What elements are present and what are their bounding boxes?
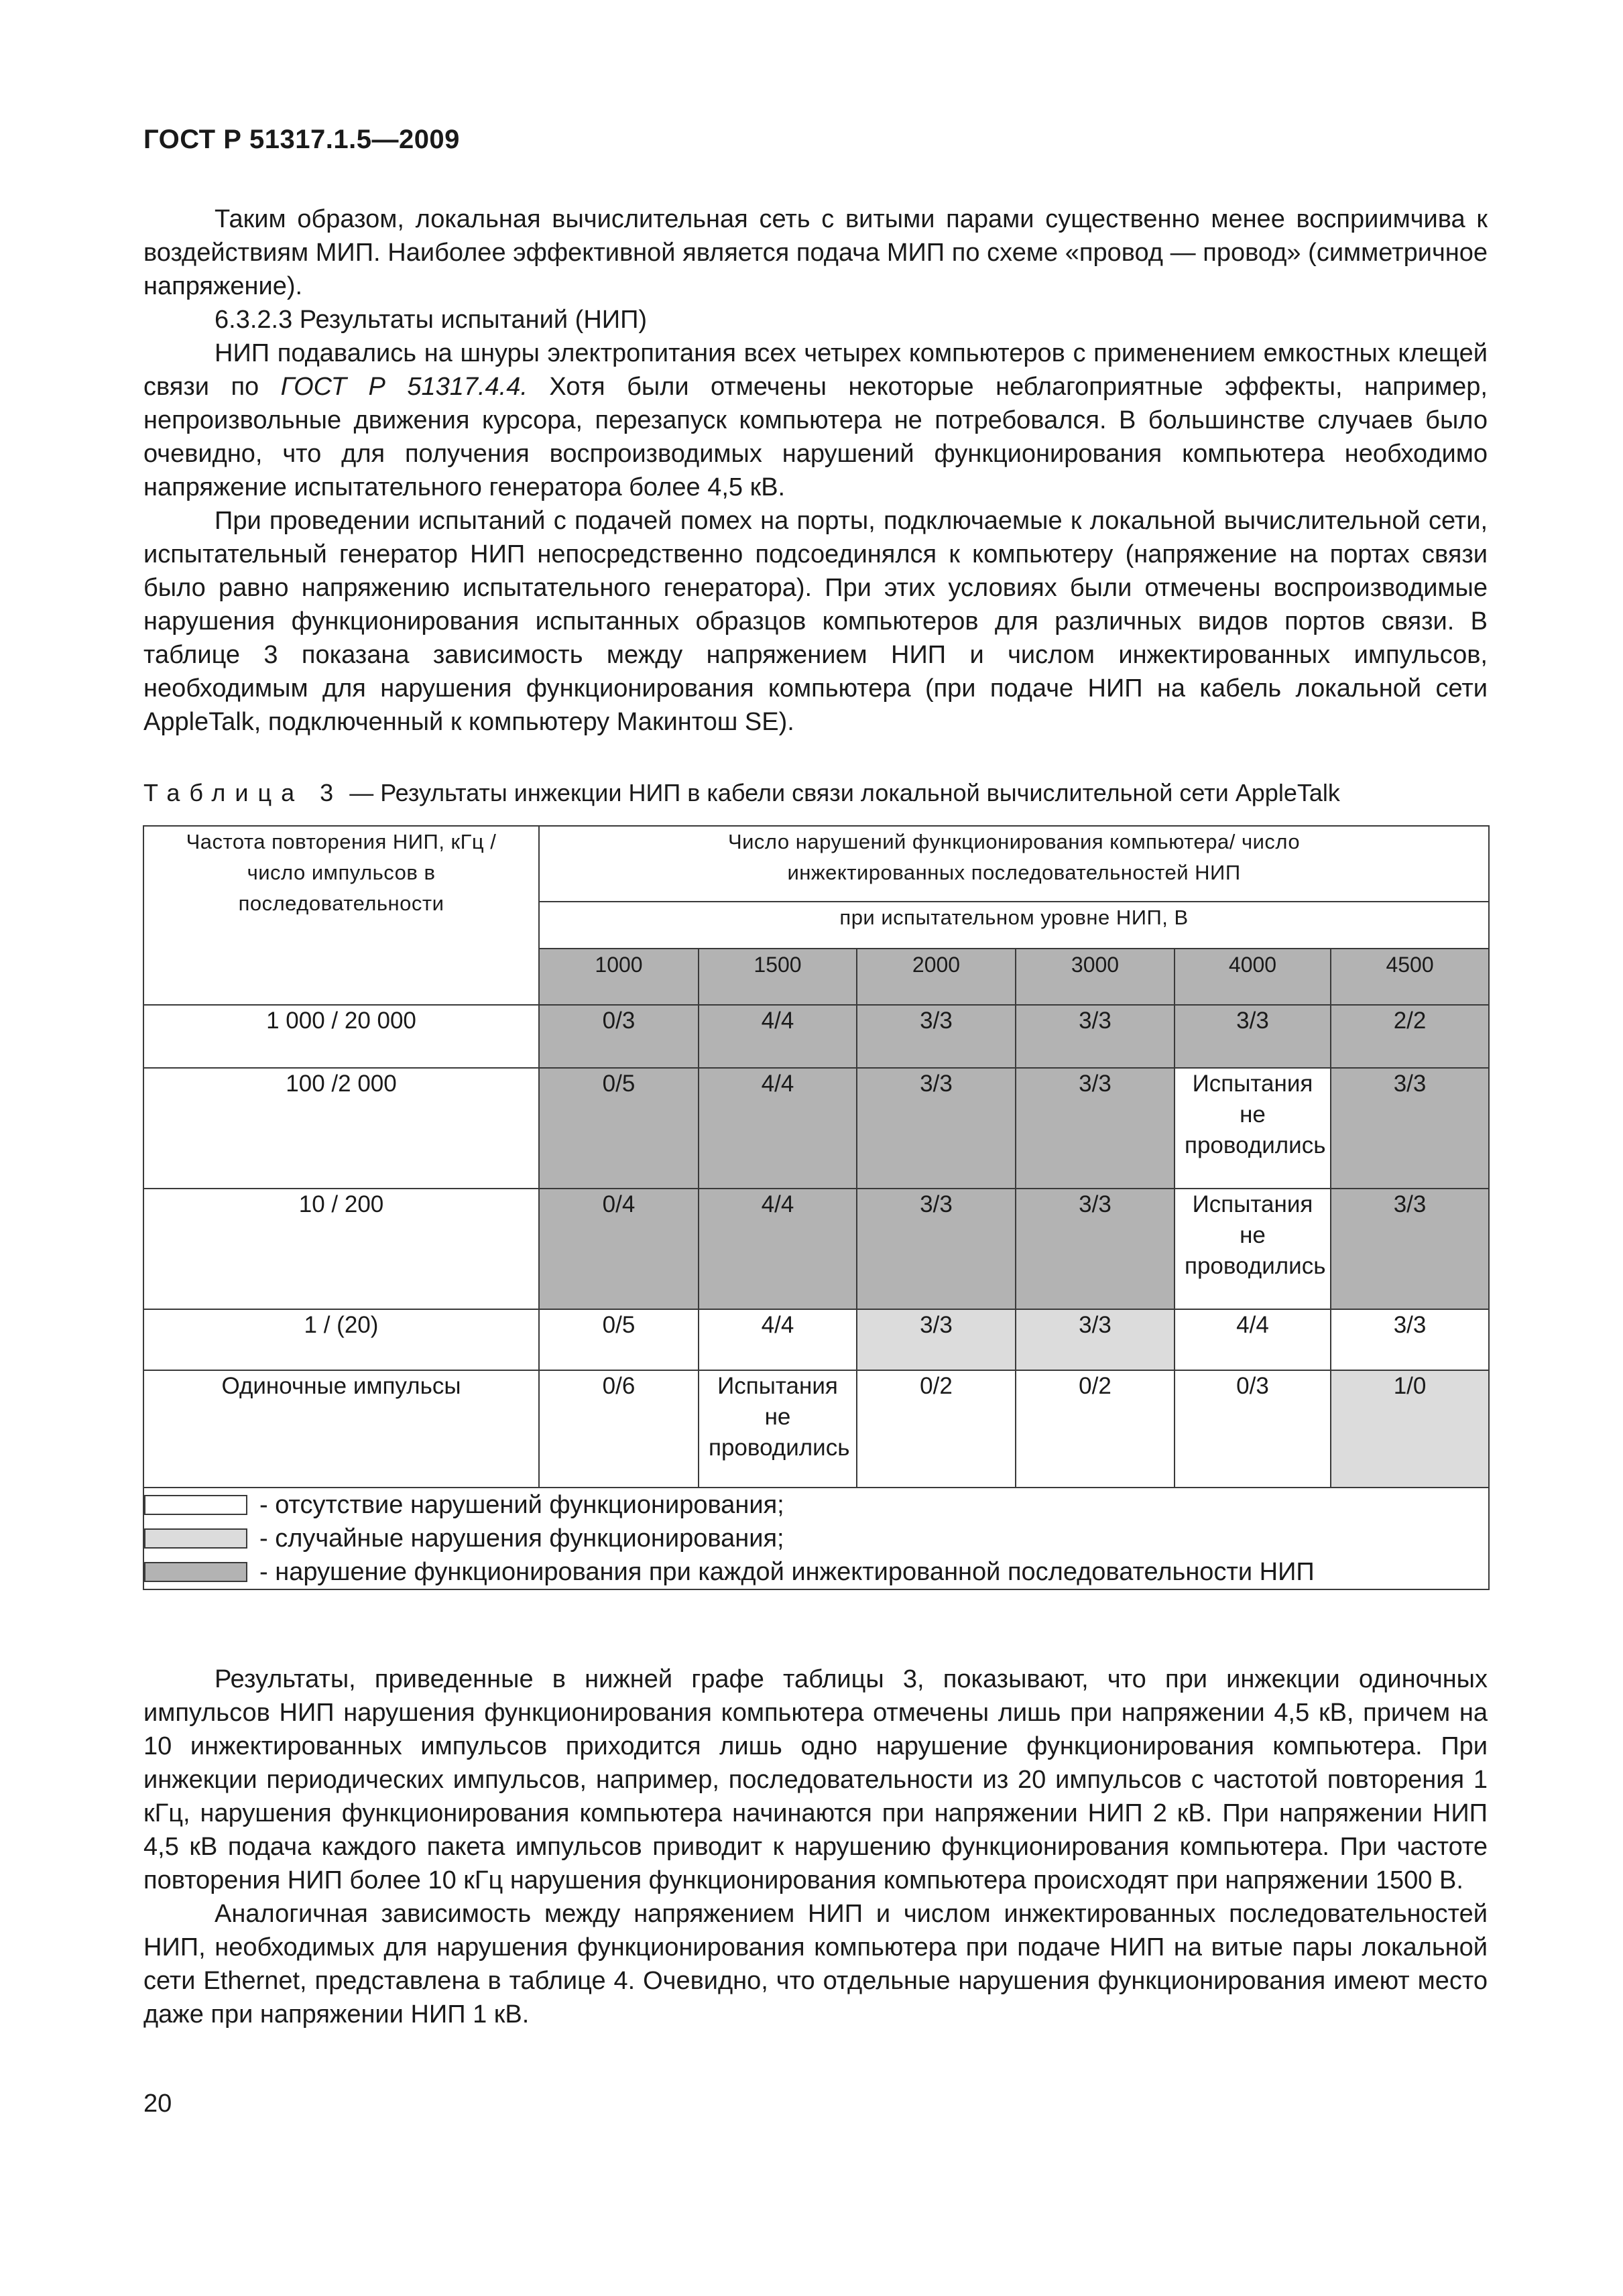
legend-text: - отсутствие нарушений функционирования; bbox=[259, 1491, 784, 1519]
header-voltage: 1500 bbox=[699, 949, 857, 1005]
table-cell: 0/3 bbox=[1175, 1370, 1331, 1488]
table-cell-not-tested: Испытания не проводились bbox=[1175, 1189, 1331, 1309]
legend-text: - случайные нарушения функционирования; bbox=[259, 1524, 784, 1553]
table-cell: 3/3 bbox=[857, 1005, 1016, 1068]
table-cell: 3/3 bbox=[1175, 1005, 1331, 1068]
row-label: 1 000 / 20 000 bbox=[143, 1005, 539, 1068]
table-cell: 3/3 bbox=[1016, 1068, 1175, 1189]
row-label: Одиночные импульсы bbox=[143, 1370, 539, 1488]
table-cell: 3/3 bbox=[857, 1068, 1016, 1189]
table-cell: 3/3 bbox=[857, 1309, 1016, 1370]
text-block-after-table bbox=[143, 1663, 1488, 2031]
text-block-before-table bbox=[143, 202, 1488, 739]
legend-item bbox=[144, 1555, 1488, 1589]
table-cell: 3/3 bbox=[1331, 1309, 1489, 1370]
table-cell-not-tested: Испытания не проводились bbox=[1175, 1068, 1331, 1189]
table-row bbox=[143, 1005, 1489, 1068]
table-cell: 1/0 bbox=[1331, 1370, 1489, 1488]
row-label: 10 / 200 bbox=[143, 1189, 539, 1309]
paragraph: При проведении испытаний с подачей помех на порты, подключаемые к локальной вычислительной сети, испытательный генератор НИП непосредственно подсоединялся к компьютеру (напряжение на портах связи было равно напряжению испытательного генератора). При этих условиях были отмечены воспроизводимые нарушения функционирования испытанных образцов компьютеров для различных видов портов связи. В таблице 3 показана зависимость между напряжением НИП и числом инжектированных импульсов, необходимым для нарушения функционирования компьютера (при подаче НИП на кабель локальной сети AppleTalk, подключенный к компьютеру Макинтош SE). bbox=[143, 507, 1488, 736]
paragraph: Аналогичная зависимость между напряжением НИП и числом инжектированных последовательностей НИП, необходимых для нарушения функционирования компьютера при подаче НИП на витые пары локальной сети Ethernet, представлена в таблице 4. Очевидно, что отдельные нарушения функционирования имеют место даже при напряжении НИП 1 кВ. bbox=[143, 1900, 1488, 2029]
table-cell: 4/4 bbox=[699, 1005, 857, 1068]
table-caption-label: Таблица 3 bbox=[143, 779, 343, 806]
header-voltage: 4000 bbox=[1175, 949, 1331, 1005]
header-voltage: 4500 bbox=[1331, 949, 1489, 1005]
results-table bbox=[143, 825, 1490, 1590]
paragraph: Таким образом, локальная вычислительная сеть с витыми парами существенно менее восприимчива к воздействиям МИП. Наиболее эффективной является подача МИП по схеме «провод — провод» (симметричное напряжение). bbox=[143, 205, 1488, 300]
swatch-light-gray bbox=[144, 1528, 247, 1549]
document-header: ГОСТ Р 51317.1.5—2009 bbox=[143, 125, 460, 154]
table-cell-not-tested: Испытания не проводились bbox=[699, 1370, 857, 1488]
row-label: 100 /2 000 bbox=[143, 1068, 539, 1189]
table-row bbox=[143, 1370, 1489, 1488]
header-frequency: Частота повторения НИП, кГц /число импульсов в последовательности bbox=[143, 826, 539, 1005]
table-cell: 4/4 bbox=[699, 1068, 857, 1189]
table-cell: 4/4 bbox=[1175, 1309, 1331, 1370]
table-cell: 0/3 bbox=[539, 1005, 699, 1068]
table-cell: 3/3 bbox=[1331, 1068, 1489, 1189]
table-cell: 3/3 bbox=[857, 1189, 1016, 1309]
paragraph: Результаты, приведенные в нижней графе таблицы 3, показывают, что при инжекции одиночных импульсов НИП нарушения функционирования компьютера отмечены лишь при напряжении 4,5 кВ, причем на 10 инжектированных импульсов приходится лишь одно нарушение функционирования компьютера. При инжекции периодических импульсов, например, последовательности из 20 импульсов с частотой повторения 1 кГц, нарушения функционирования компьютера начинаются при напряжении НИП 2 кВ. При напряжении НИП 4,5 кВ подача каждого пакета импульсов приводит к нарушению функционирования компьютера. При частоте повторения НИП более 10 кГц нарушения функционирования компьютера происходят при напряжении 1500 В. bbox=[143, 1665, 1488, 1894]
legend-item bbox=[144, 1522, 1488, 1555]
table-cell: 2/2 bbox=[1331, 1005, 1489, 1068]
table-caption bbox=[143, 779, 1340, 807]
header-voltage: 3000 bbox=[1016, 949, 1175, 1005]
page-number: 20 bbox=[143, 2090, 172, 2118]
legend-text: - нарушение функционирования при каждой инжектированной последовательности НИП bbox=[259, 1558, 1315, 1586]
table-row bbox=[143, 1068, 1489, 1189]
legend-item bbox=[144, 1488, 1488, 1522]
legend-row bbox=[143, 1488, 1489, 1589]
table-cell: 3/3 bbox=[1016, 1309, 1175, 1370]
table-cell: 0/2 bbox=[857, 1370, 1016, 1488]
table-cell: 0/2 bbox=[1016, 1370, 1175, 1488]
table-cell: 3/3 bbox=[1016, 1189, 1175, 1309]
table-cell: 0/5 bbox=[539, 1309, 699, 1370]
standard-reference: ГОСТ Р 51317.4.4. bbox=[280, 373, 528, 401]
paragraph: НИП подавались на шнуры электропитания всех четырех компьютеров с применением емкостных клещей связи по ГОСТ Р 51317.4.4. Хотя были отмечены некоторые неблагоприятные эффекты, например, непроизвольные движения курсора, перезапуск компьютера не потребовался. В большинстве случаев было очевидно, что для получения воспроизводимых нарушений функционирования компьютера необходимо напряжение испытательного генератора более 4,5 кВ. bbox=[143, 339, 1488, 501]
table-caption-text: — Результаты инжекции НИП в кабели связи локальной вычислительной сети AppleTalk bbox=[343, 779, 1340, 806]
table-cell: 3/3 bbox=[1331, 1189, 1489, 1309]
swatch-dark-gray bbox=[144, 1562, 247, 1582]
table-cell: 3/3 bbox=[1016, 1005, 1175, 1068]
table-cell: 4/4 bbox=[699, 1189, 857, 1309]
header-test-level: при испытательном уровне НИП, В bbox=[539, 902, 1489, 949]
table-cell: 0/4 bbox=[539, 1189, 699, 1309]
table-cell: 0/6 bbox=[539, 1370, 699, 1488]
header-failures: Число нарушений функционирования компьютера/ число инжектированных последовательностей НИП bbox=[539, 826, 1489, 902]
section-heading: 6.3.2.3 Результаты испытаний (НИП) bbox=[215, 306, 648, 334]
table-row bbox=[143, 1309, 1489, 1370]
table-cell: 0/5 bbox=[539, 1068, 699, 1189]
header-voltage: 2000 bbox=[857, 949, 1016, 1005]
table-cell: 4/4 bbox=[699, 1309, 857, 1370]
table-row bbox=[143, 1189, 1489, 1309]
row-label: 1 / (20) bbox=[143, 1309, 539, 1370]
legend bbox=[143, 1488, 1489, 1589]
header-voltage: 1000 bbox=[539, 949, 699, 1005]
swatch-white bbox=[144, 1495, 247, 1515]
